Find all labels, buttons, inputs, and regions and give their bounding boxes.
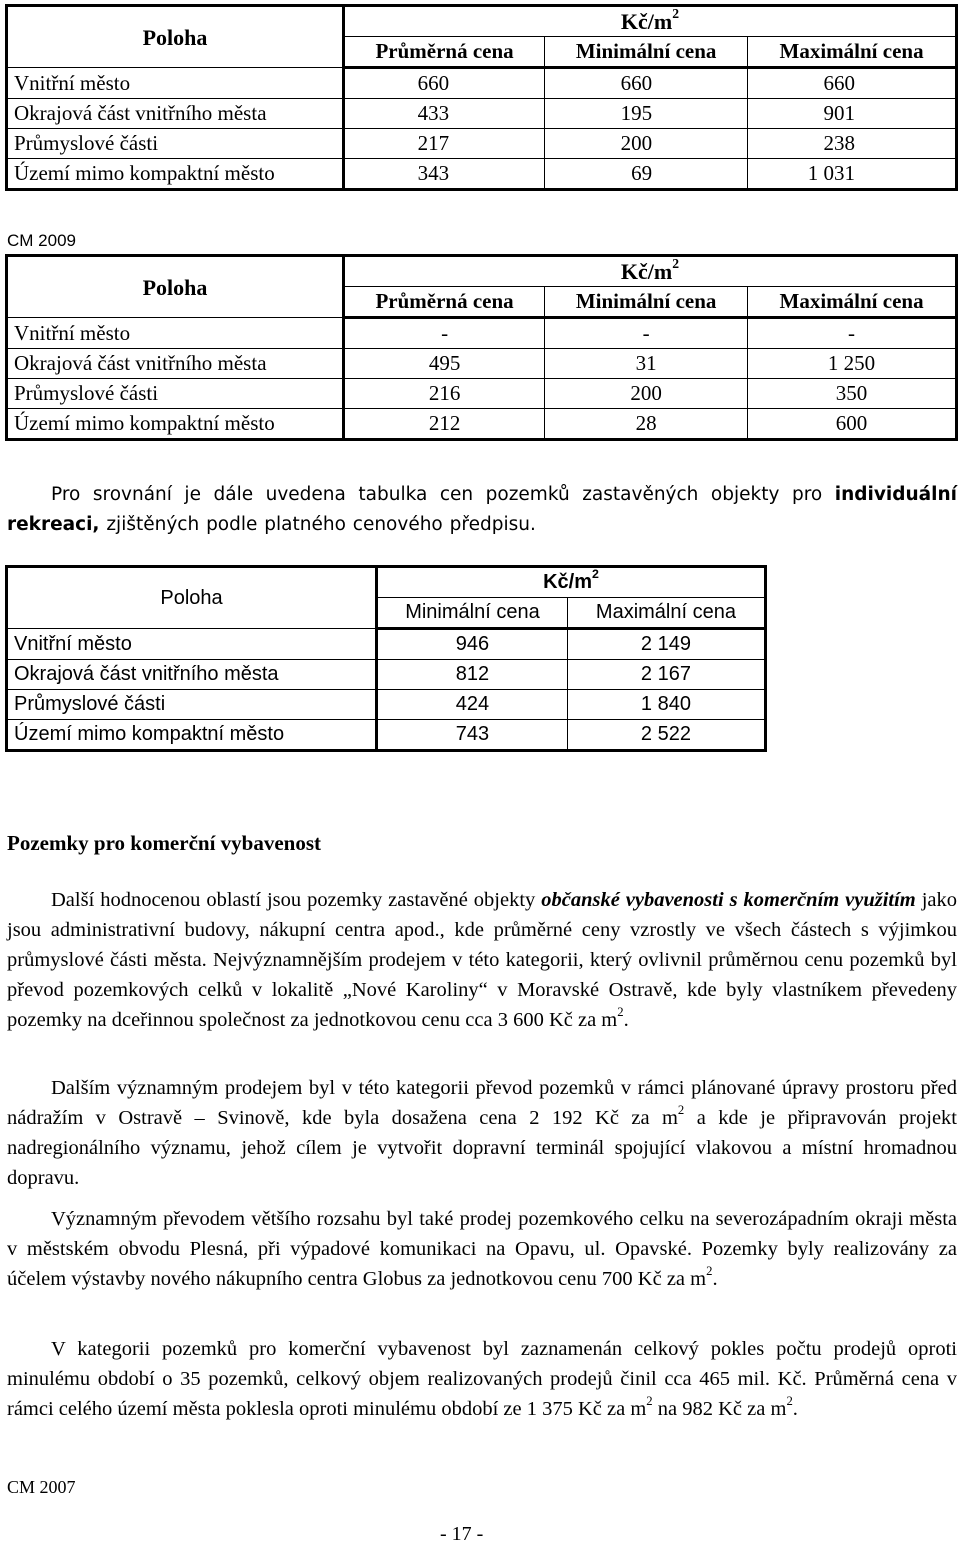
max-cell: 2 149: [567, 629, 765, 660]
min-cell: 200: [545, 129, 748, 159]
column-header: Maximální cena: [748, 287, 957, 318]
column-header: Průměrná cena: [344, 37, 545, 68]
avg-cell: 212: [344, 409, 545, 440]
location-cell: Okrajová část vnitřního města: [7, 660, 377, 690]
location-cell: Území mimo kompaktní město: [7, 409, 344, 440]
min-cell: 743: [377, 720, 568, 751]
table-row: [7, 99, 957, 129]
paragraph-3: Významným převodem většího rozsahu byl také prodej pozemkového celku na severozápadním okraji města v městském obvodu Plesná, při výpadové komunikaci na Opavu, ul. Opavské. Pozemky byly realizovány za účelem výstavby nového nákupního centra Globus za jednotkovou cenu 700 Kč za $m^2$.: [7, 1208, 957, 1290]
avg-cell: 216: [344, 379, 545, 409]
caption-cm2007: CM 2007: [7, 1477, 76, 1497]
max-cell: 238: [748, 129, 957, 159]
table-row: [7, 660, 766, 690]
paragraph-2: Dalším významným prodejem byl v této kategorii převod pozemků v rámci plánované úpravy prostoru před nádražím v Ostravě – Svinově, kde byla dosažena cena 2 192 Kč za $m^2$ a kde je připravován projekt nadregionálního významu, jehož cílem je vytvořit dopravní terminál spojující vlakovou a místní hromadnou dopravu.: [7, 1077, 957, 1189]
min-cell: 69: [545, 159, 748, 190]
table-row: [7, 68, 957, 99]
avg-cell: 343: [344, 159, 545, 190]
caption-cm2009: CM 2009: [7, 231, 76, 250]
price-table-1: [5, 4, 958, 191]
table-row: [7, 409, 957, 440]
min-cell: 660: [545, 68, 748, 99]
min-cell: 195: [545, 99, 748, 129]
location-cell: Okrajová část vnitřního města: [7, 349, 344, 379]
location-cell: Vnitřní město: [7, 318, 344, 349]
max-cell: 2 522: [567, 720, 765, 751]
location-cell: Průmyslové části: [7, 379, 344, 409]
max-cell: 350: [748, 379, 957, 409]
max-cell: 2 167: [567, 660, 765, 690]
unit-header: $Kč/m^2$: [344, 6, 957, 37]
paragraph-1: Další hodnocenou oblastí jsou pozemky zastavěné objekty občanské vybavenosti s komerčním využitím jako jsou administrativní budovy, nákupní centra apod., kde průměrné ceny vzrostly ve všech částech s výjimkou průmyslové části města. Nejvýznamnějším prodejem v této kategorii, který ovlivnil průměrnou cenu pozemků byl převod pozemkových celků v lokalitě „Nové Karoliny“ v Moravské Ostravě, kde byly vlastníkem převedeny pozemky na dceřinnou společnost za jednotkovou cenu cca 3 600 Kč za $m^2$.: [7, 889, 958, 1031]
unit-header: $Kč/m^2$: [344, 256, 957, 287]
location-cell: Průmyslové části: [7, 129, 344, 159]
intro-paragraph: Pro srovnání je dále uvedena tabulka cen pozemků zastavěných objekty pro individuální rekreaci, zjištěných podle platného cenového předpisu.: [7, 484, 957, 535]
avg-cell: 217: [344, 129, 545, 159]
location-cell: Okrajová část vnitřního města: [7, 99, 344, 129]
max-cell: 1 250: [748, 349, 957, 379]
page-number: - 17 -: [440, 1523, 484, 1545]
max-cell: 660: [748, 68, 957, 99]
avg-cell: -: [344, 318, 545, 349]
location-header: Poloha: [7, 256, 344, 318]
min-cell: -: [545, 318, 748, 349]
max-cell: 1 840: [567, 690, 765, 720]
unit-header: $Kč/m^2$: [377, 567, 766, 598]
column-header: Minimální cena: [377, 598, 568, 629]
column-header: Maximální cena: [748, 37, 957, 68]
price-table-2: [5, 254, 958, 441]
table-row: [7, 349, 957, 379]
min-cell: 31: [545, 349, 748, 379]
max-cell: -: [748, 318, 957, 349]
table-row: [7, 690, 766, 720]
min-cell: 812: [377, 660, 568, 690]
table-row: [7, 318, 957, 349]
min-cell: 200: [545, 379, 748, 409]
min-cell: 28: [545, 409, 748, 440]
min-cell: 424: [377, 690, 568, 720]
avg-cell: 495: [344, 349, 545, 379]
location-header: Poloha: [7, 6, 344, 68]
column-header: Maximální cena: [567, 598, 765, 629]
avg-cell: 660: [344, 68, 545, 99]
max-cell: 901: [748, 99, 957, 129]
max-cell: 1 031: [748, 159, 957, 190]
price-table-3: [5, 565, 767, 752]
table-row: [7, 379, 957, 409]
column-header: Minimální cena: [545, 37, 748, 68]
section-heading: Pozemky pro komerční vybavenost: [7, 831, 322, 855]
max-cell: 600: [748, 409, 957, 440]
location-header: Poloha: [7, 567, 377, 629]
table-row: [7, 129, 957, 159]
table-row: [7, 720, 766, 751]
location-cell: Průmyslové části: [7, 690, 377, 720]
location-cell: Území mimo kompaktní město: [7, 159, 344, 190]
avg-cell: 433: [344, 99, 545, 129]
column-header: Minimální cena: [545, 287, 748, 318]
location-cell: Vnitřní město: [7, 629, 377, 660]
paragraph-4: V kategorii pozemků pro komerční vybavenost byl zaznamenán celkový pokles počtu prodejů oproti minulému období o 35 pozemků, celkový objem realizovaných prodejů činil cca 465 mil. Kč. Průměrná cena v rámci celého území města poklesla oproti minulému období ze 1 375 Kč za $m^2$ na 982 Kč za $m^2$.: [7, 1338, 957, 1420]
table-row: [7, 159, 957, 190]
location-cell: Území mimo kompaktní město: [7, 720, 377, 751]
column-header: Průměrná cena: [344, 287, 545, 318]
table-row: [7, 629, 766, 660]
location-cell: Vnitřní město: [7, 68, 344, 99]
min-cell: 946: [377, 629, 568, 660]
